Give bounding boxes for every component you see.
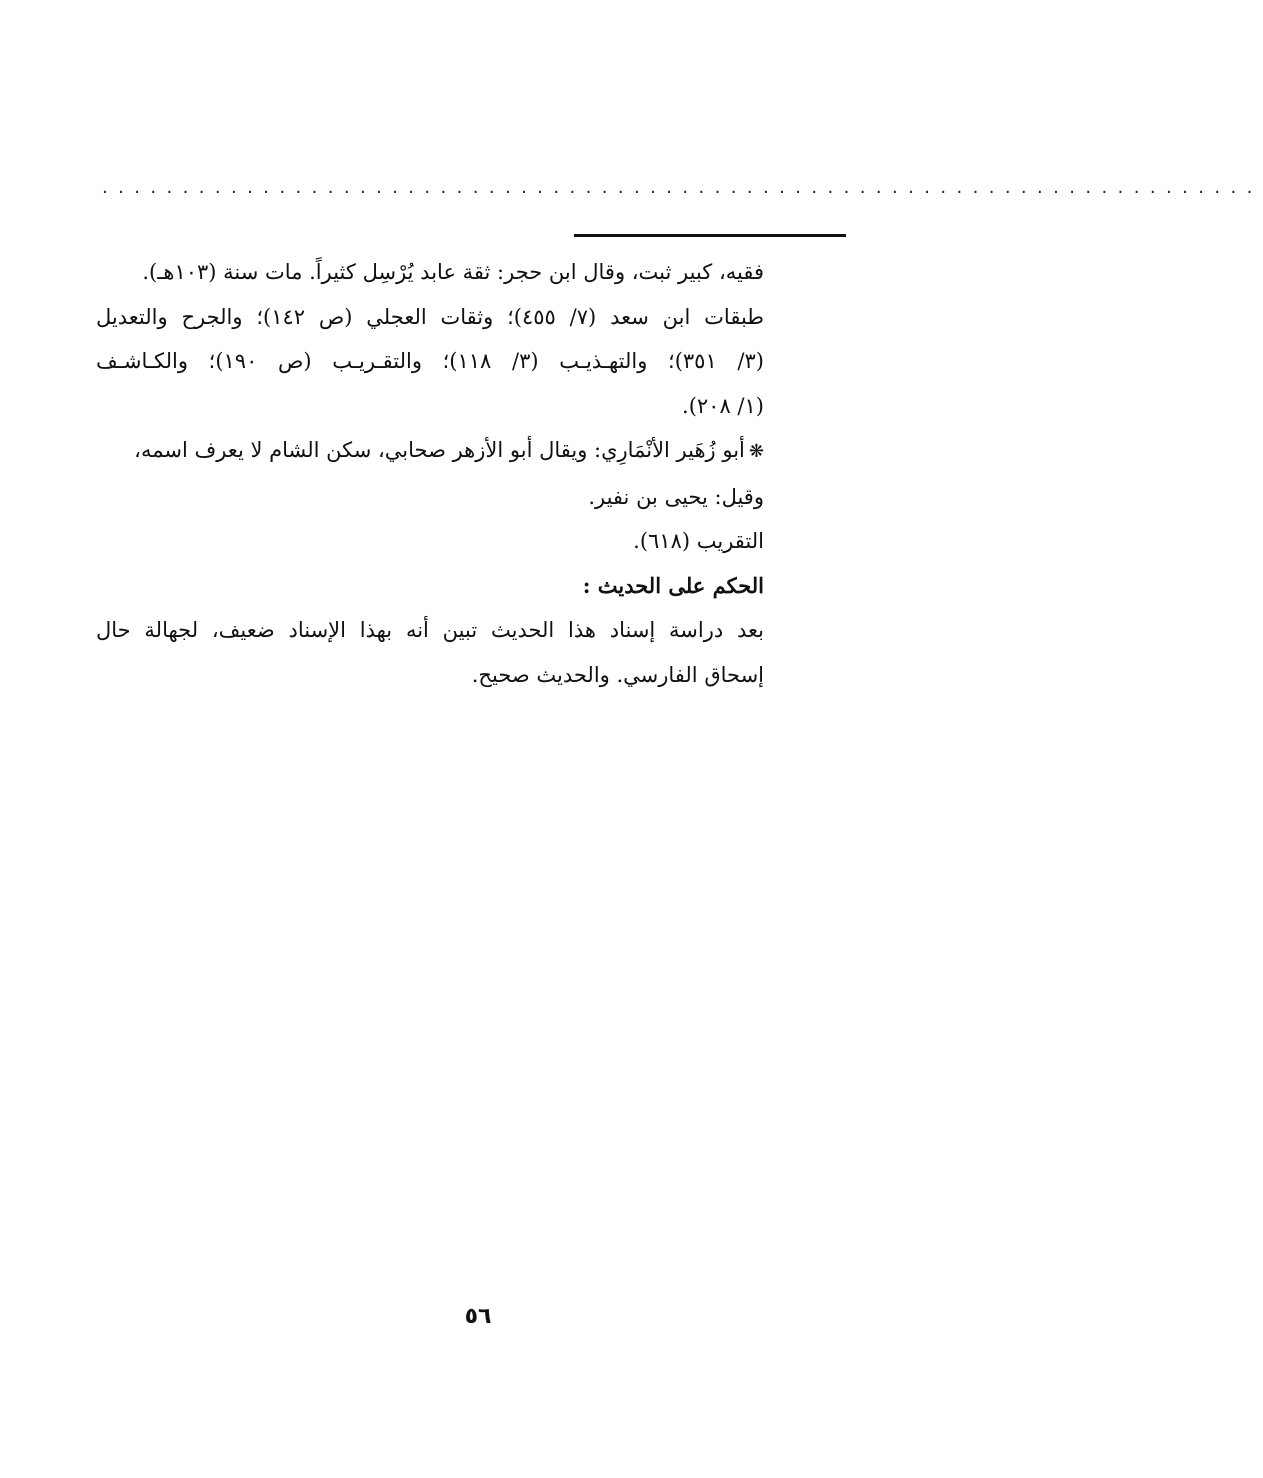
footnote-line-4: (١/ ٢٠٨). [682,393,764,418]
star-bullet-icon: ❋ [748,441,764,462]
footnote-line-2: طبقات ابن سعد (٧/ ٤٥٥)؛ وثقات العجلي (ص ١٤٢)؛ والجرح والتعديل [96,304,764,329]
narrator-line-2: وقيل: يحيى بن نفير. [588,484,764,509]
ruling-heading: الحكم على الحديث : [582,572,764,598]
page-body [96,250,764,697]
narrator-line-3: التقريب (٦١٨). [633,529,764,553]
ruling-line-2: إسحاق الفارسي. والحديث صحيح. [471,662,764,687]
narrator-entry: أبو زُهَير الأنْمَارِي: ويقال أبو الأزهر صحابي، سكن الشام لا يعرف اسمه، [134,438,745,462]
footnote-line-3: (٣/ ٣٥١)؛ والتهـذيـب (٣/ ١١٨)؛ والتقـريـب (ص ١٩٠)؛ والكـاشـف [96,349,764,373]
dotted-separator: ........................................................................ [102,177,1263,198]
footnote-rule [574,234,846,237]
page-number: ٥٦ [464,1304,492,1329]
narrator-line-1 [96,428,764,475]
footnote-line-1: فقيه، كبير ثبت، وقال ابن حجر: ثقة عابد يُرْسِل كثيراً. مات سنة (١٠٣هـ). [142,260,764,284]
ruling-line-1: بعد دراسة إسناد هذا الحديث تبين أنه بهذا الإسناد ضعيف، لجهالة حال [96,618,764,642]
